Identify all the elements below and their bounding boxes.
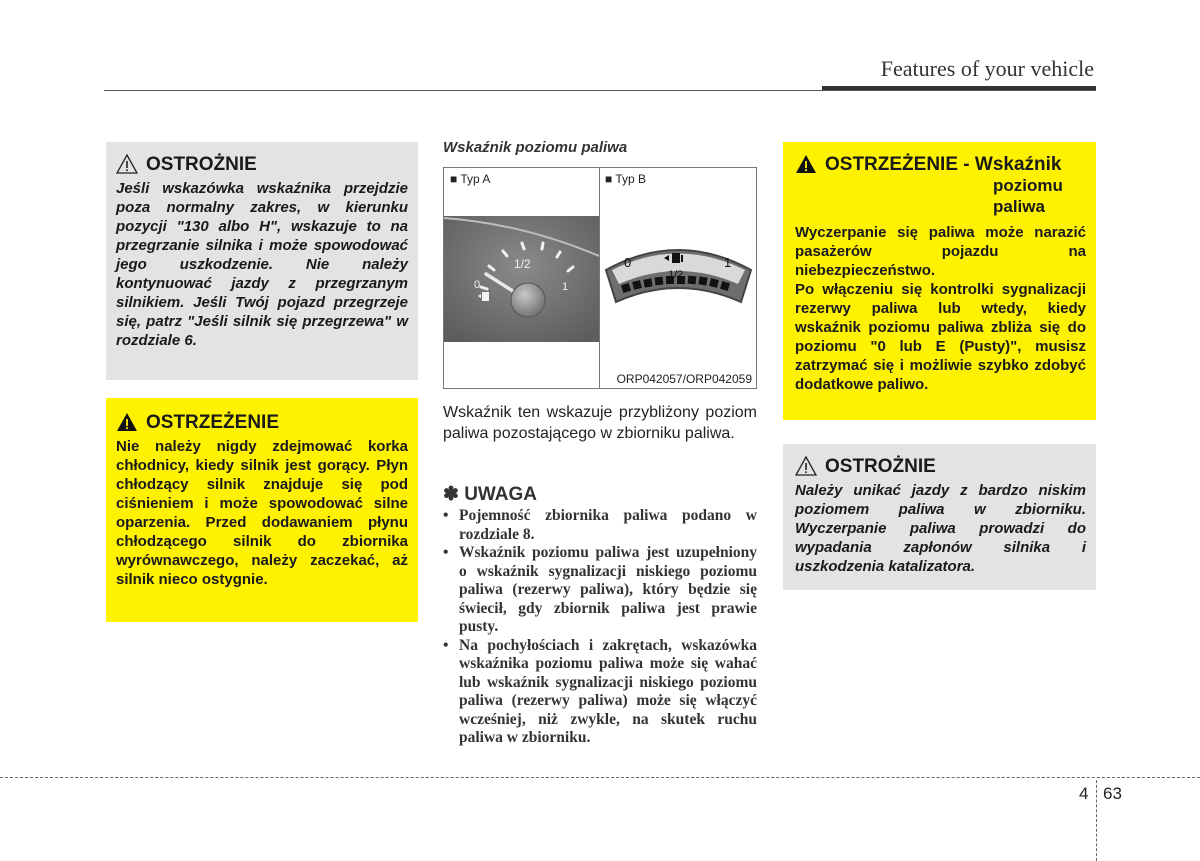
header-rule-accent: [822, 86, 1096, 90]
note-list: [443, 507, 757, 748]
warning-text: Nie należy nigdy zdejmować korka chłodnicy, kiedy silnik jest gorący. Płyn chłodzący silnik znajduje się pod ciśnieniem i może spowodować silne oparzenia. Przed dodawaniem płynu chłodzącego silnik do zbiornika wyrównawczego, należy zaczekać, aż silnik nieco ostygnie.: [116, 438, 408, 588]
warning-paragraph: Po włączeniu się kontrolki sygnalizacji rezerwy paliwa lub wtedy, kiedy wskaźnik poziomu paliwa zbliża się do poziomu "0 lub E (Pusty)", musisz zatrzymać się i możliwie szybko zdobyć dodatkowe paliwo.: [795, 281, 1086, 393]
note-title: ✽ UWAGA: [443, 484, 538, 505]
gauge-b-half-label: 1/2: [668, 269, 684, 281]
gauge-a-half-label: 1/2: [514, 257, 531, 271]
page-number: 63: [1103, 784, 1122, 803]
warning-title-line2: poziomu: [993, 176, 1063, 195]
caution-triangle-icon: [795, 456, 817, 476]
figure-title: Wskaźnik poziomu paliwa: [443, 139, 628, 156]
type-b-label: ■ Typ B: [605, 172, 647, 186]
warning-triangle-icon: [795, 154, 817, 174]
warning-box-fuel: [783, 142, 1096, 420]
warning-title-row: [795, 154, 1086, 217]
caution-title: OSTROŻNIE: [825, 456, 936, 477]
chapter-number: 4: [1079, 784, 1089, 803]
gauge-b-one-label: 1: [724, 255, 732, 270]
caution-box-low-fuel: [783, 444, 1096, 590]
footer-rule: [0, 777, 1200, 778]
page-header-title: Features of your vehicle: [880, 56, 1094, 81]
caution-title: OSTROŻNIE: [146, 154, 257, 175]
footer-divider: [1096, 780, 1097, 861]
fuel-gauge-description: Wskaźnik ten wskazuje przybliżony poziom paliwa pozostającego w zbiorniku paliwa.: [443, 404, 757, 442]
type-a-label: ■ Typ A: [450, 172, 491, 186]
caution-text: Należy unikać jazdy z bardzo niskim poziomem paliwa w zbiorniku. Wyczerpanie paliwa prowadzi do wypadania zapłonów silnika i uszkodzenia katalizatora.: [795, 482, 1086, 575]
fuel-gauge-figure: [443, 167, 757, 389]
caution-text: Jeśli wskazówka wskaźnika przejdzie poza normalny zakres, w kierunku pozycji "130 albo H", wskazuje to na przegrzanie silnika i może spowodować jego uszkodzenie. Nie należy kontynuować jazdy z przegrzanym silnikiem. Jeśli Twój pojazd przegrzeje się, patrz "Jeśli silnik się przegrzewa" w rozdziale 6.: [116, 180, 408, 349]
figure-code: ORP042057/ORP042059: [616, 372, 752, 386]
warning-title: OSTRZEŻENIE - Wskaźnik: [825, 154, 1062, 175]
warning-title: OSTRZEŻENIE: [146, 412, 280, 433]
warning-paragraph: Wyczerpanie się paliwa może narazić pasażerów pojazdu na niebezpieczeństwo.: [795, 224, 1086, 279]
list-item: • Wskaźnik poziomu paliwa jest uzupełniony o wskaźnik sygnalizacji niskiego poziomu paliwa (rezerwy paliwa), który będzie się świecił, gdy zbiornik paliwa jest prawie pusty.: [443, 544, 757, 635]
caution-title-row: [795, 456, 1086, 478]
caution-triangle-icon: [116, 154, 138, 174]
header-rule: [104, 90, 1096, 91]
warning-title-line3: paliwa: [993, 197, 1045, 216]
gauge-a-zero-label: 0: [474, 279, 481, 291]
warning-body: [795, 223, 1086, 394]
caution-title-row: [116, 154, 408, 176]
gauge-b-zero-label: 0: [624, 255, 632, 270]
warning-box-radiator: [106, 398, 418, 622]
list-item: • Pojemność zbiornika paliwa podano w rozdziale 8.: [443, 507, 757, 543]
fuel-gauge-type-a: [444, 216, 599, 342]
warning-title-row: [116, 412, 408, 434]
warning-triangle-icon: [116, 412, 138, 432]
list-item: • Na pochyłościach i zakrętach, wskazówka wskaźnika poziomu paliwa może się wahać lub wskaźnik sygnalizacji niskiego poziomu paliwa (rezerwy paliwa) może się włączyć wcześniej, niż zwykle, na skutek ruchu paliwa w zbiorniku.: [443, 636, 757, 746]
caution-box-overheat: [106, 142, 418, 380]
gauge-a-one-label: 1: [562, 281, 569, 293]
fuel-gauge-type-b: [600, 240, 757, 310]
